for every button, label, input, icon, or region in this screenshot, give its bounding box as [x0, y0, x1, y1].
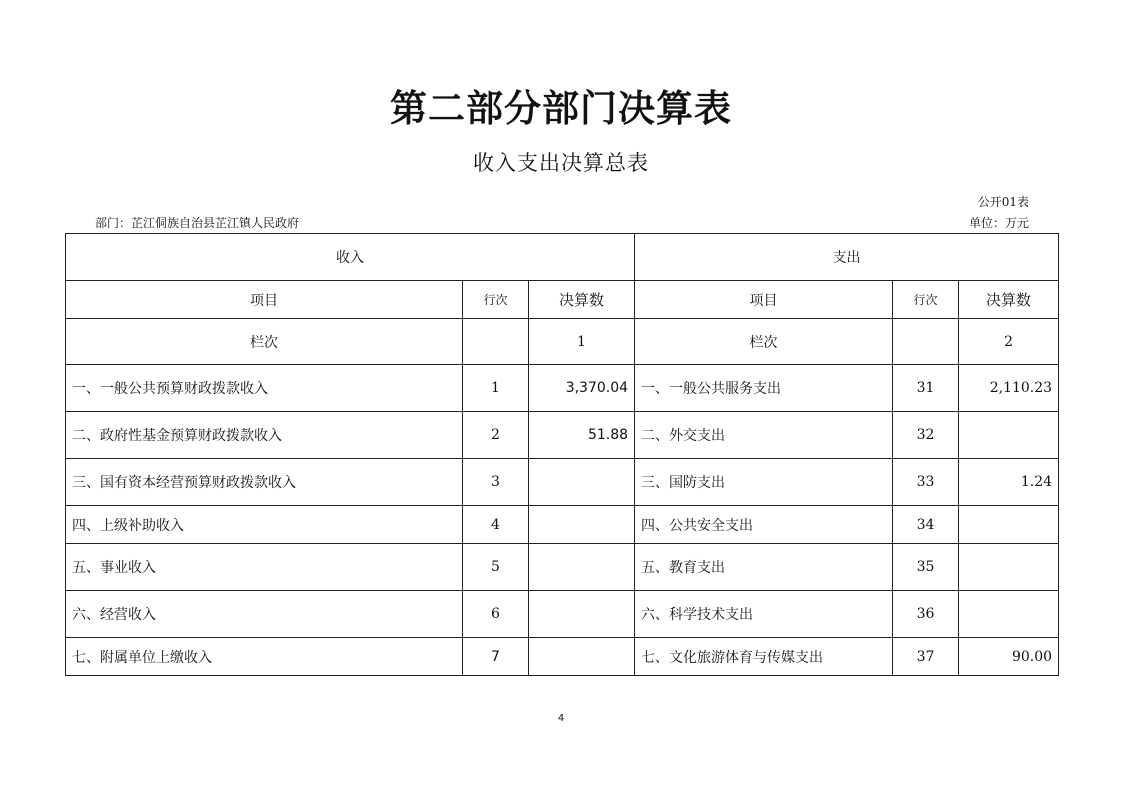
expense-row-no: 34 [893, 506, 959, 544]
expense-item: 五、教育支出 [635, 544, 893, 591]
income-item: 四、上级补助收入 [66, 506, 463, 544]
income-item: 一、一般公共预算财政拨款收入 [66, 365, 463, 412]
table-row [66, 638, 1059, 676]
income-amount [529, 591, 635, 638]
col-row-no-right: 行次 [893, 281, 959, 319]
expense-amount [959, 412, 1059, 459]
expense-amount [959, 506, 1059, 544]
income-row-no: 4 [463, 506, 529, 544]
table-row [66, 591, 1059, 638]
department-label: 部门：芷江侗族自治县芷江镇人民政府 [95, 216, 300, 230]
col-item-right: 项目 [635, 281, 893, 319]
expense-amount: 90.00 [959, 638, 1059, 676]
table-row [66, 412, 1059, 459]
income-amount [529, 638, 635, 676]
income-amount [529, 459, 635, 506]
table-row [66, 544, 1059, 591]
col-amount-left: 决算数 [529, 281, 635, 319]
column-label-left: 栏次 [66, 319, 463, 365]
expense-row-no: 31 [893, 365, 959, 412]
expense-item: 二、外交支出 [635, 412, 893, 459]
income-amount [529, 544, 635, 591]
income-amount: 3,370.04 [529, 365, 635, 412]
column-header-row [66, 281, 1059, 319]
income-item: 七、附属单位上缴收入 [66, 638, 463, 676]
col-amount-right: 决算数 [959, 281, 1059, 319]
empty-cell [893, 319, 959, 365]
expense-item: 四、公共安全支出 [635, 506, 893, 544]
expense-item: 三、国防支出 [635, 459, 893, 506]
income-header: 收入 [66, 234, 635, 281]
expense-row-no: 35 [893, 544, 959, 591]
unit-label: 单位：万元 [968, 216, 1029, 230]
income-item: 六、经营收入 [66, 591, 463, 638]
income-row-no: 2 [463, 412, 529, 459]
form-number: 公开01表 [977, 195, 1029, 209]
income-row-no: 6 [463, 591, 529, 638]
page-title: 第二部分部门决算表 [390, 86, 732, 130]
column-number-right: 2 [959, 319, 1059, 365]
table-subtitle: 收入支出决算总表 [473, 151, 649, 175]
table-row [66, 506, 1059, 544]
income-row-no: 1 [463, 365, 529, 412]
income-row-no: 5 [463, 544, 529, 591]
income-item: 二、政府性基金预算财政拨款收入 [66, 412, 463, 459]
page-number: 4 [557, 713, 565, 724]
expense-row-no: 32 [893, 412, 959, 459]
expense-item: 七、文化旅游体育与传媒支出 [635, 638, 893, 676]
table-row [66, 459, 1059, 506]
expense-header: 支出 [635, 234, 1059, 281]
empty-cell [463, 319, 529, 365]
income-amount [529, 506, 635, 544]
expense-amount: 2,110.23 [959, 365, 1059, 412]
column-label-right: 栏次 [635, 319, 893, 365]
expense-item: 六、科学技术支出 [635, 591, 893, 638]
col-row-no-left: 行次 [463, 281, 529, 319]
income-row-no: 7 [463, 638, 529, 676]
column-number-left: 1 [529, 319, 635, 365]
expense-row-no: 37 [893, 638, 959, 676]
table-row [66, 365, 1059, 412]
section-header-row [66, 234, 1059, 281]
income-item: 三、国有资本经营预算财政拨款收入 [66, 459, 463, 506]
expense-amount [959, 544, 1059, 591]
income-amount: 51.88 [529, 412, 635, 459]
expense-amount [959, 591, 1059, 638]
expense-amount: 1.24 [959, 459, 1059, 506]
column-number-row [66, 319, 1059, 365]
expense-row-no: 33 [893, 459, 959, 506]
income-row-no: 3 [463, 459, 529, 506]
expense-row-no: 36 [893, 591, 959, 638]
col-item-left: 项目 [66, 281, 463, 319]
income-item: 五、事业收入 [66, 544, 463, 591]
income-expense-table [65, 233, 1059, 676]
expense-item: 一、一般公共服务支出 [635, 365, 893, 412]
